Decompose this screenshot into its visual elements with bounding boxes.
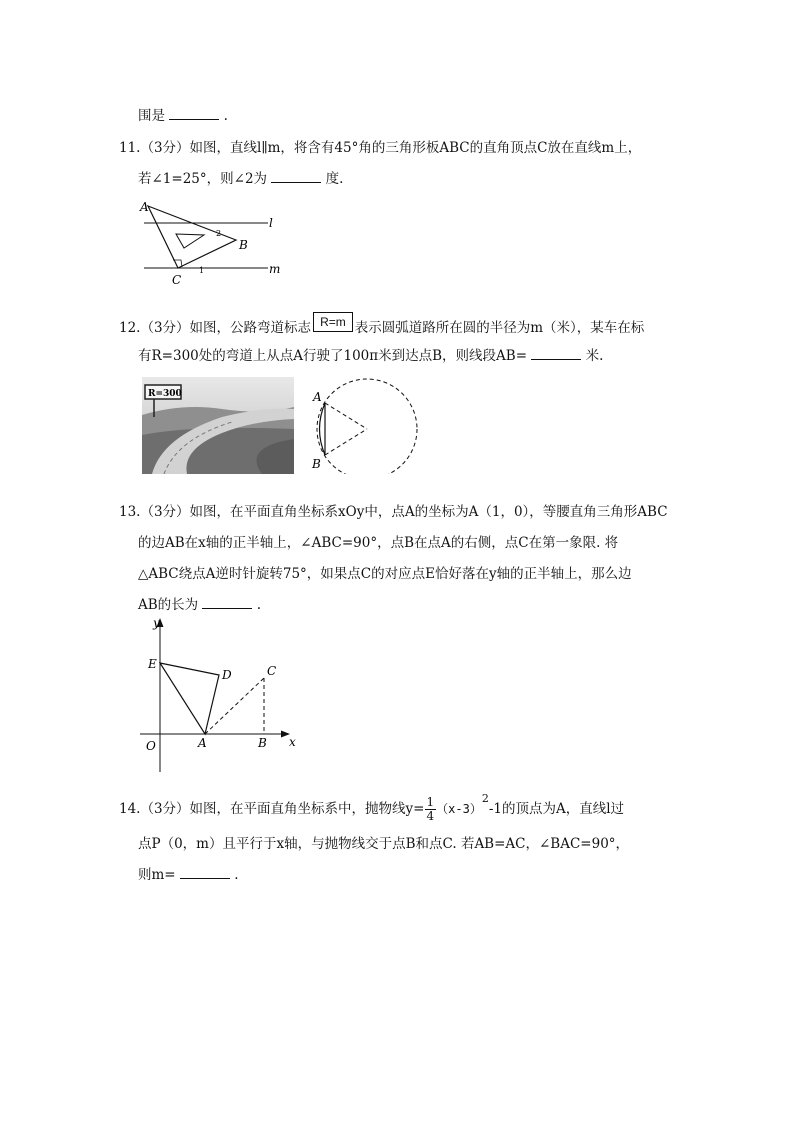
label-e: E xyxy=(148,657,157,671)
q14-line3-prefix: 则m= xyxy=(138,867,176,883)
label-x: x xyxy=(289,735,296,749)
label-b: B xyxy=(258,736,267,750)
triangle-abc xyxy=(148,206,236,268)
q12-line1-suffix: 表示圆弧道路所在圆的半径为m（米），某车在标 xyxy=(354,320,645,336)
q14-line1 xyxy=(119,791,625,823)
fraction-numerator: 1 xyxy=(426,795,435,809)
label-l: l xyxy=(269,216,273,230)
q11-answer-blank xyxy=(271,170,321,183)
label-c: C xyxy=(172,273,182,287)
label-a: A xyxy=(140,200,149,214)
fraction-denominator: 4 xyxy=(426,809,435,823)
q14-answer-blank xyxy=(180,866,230,879)
q11-line2 xyxy=(138,167,343,187)
label-o: O xyxy=(146,739,156,753)
q13-answer-blank xyxy=(202,596,252,609)
continuation-prefix: 围是 xyxy=(138,108,165,124)
q13-line4 xyxy=(138,593,261,613)
angle-2-label: 2 xyxy=(216,229,222,238)
q12-line1-prefix: 12.（3分）如图，公路弯道标志 xyxy=(119,320,312,336)
q11-triangle-figure xyxy=(136,196,286,288)
q11-line2-suffix: 度. xyxy=(325,171,344,187)
q14-line3-suffix: . xyxy=(234,867,239,883)
q13-line1: 13.（3分）如图，在平面直角坐标系xOy中，点A的坐标为A（1，0），等腰直角三角形ABC xyxy=(119,504,668,520)
answer-blank xyxy=(169,107,219,120)
q12-answer-blank xyxy=(531,347,581,360)
label-c: C xyxy=(267,664,277,678)
q13-line2: 的边AB在x轴的正半轴上，∠ABC=90°，点B在点A的右侧，点C在第一象限. 将 xyxy=(138,535,619,551)
label-b: B xyxy=(239,238,248,252)
radius-oa xyxy=(325,403,367,429)
q12-line2-prefix: 有R=300处的弯道上从点A行驶了100π米到达点B，则线段AB= xyxy=(138,348,528,364)
label-d: D xyxy=(222,668,232,682)
inner-triangle xyxy=(176,234,204,248)
label-y: y xyxy=(153,616,160,630)
triangle-aed xyxy=(160,663,219,734)
radius-ob xyxy=(325,429,367,455)
q14-line1-suffix: -1的顶点为A，直线l过 xyxy=(488,801,625,817)
label-b: B xyxy=(312,457,321,471)
road-curve-photo xyxy=(142,377,294,474)
segment-ac xyxy=(205,678,264,734)
photo-sign-text: R=300 xyxy=(148,389,182,399)
dashed-circle xyxy=(317,379,417,474)
q14-line1-prefix: 14.（3分）如图，在平面直角坐标系中，抛物线y= xyxy=(119,801,425,817)
continuation-suffix: . xyxy=(223,108,228,124)
label-a: A xyxy=(198,736,207,750)
q12-line2-suffix: 米. xyxy=(585,348,604,364)
q12-line1 xyxy=(119,316,644,338)
q11-line2-prefix: 若∠1=25°，则∠2为 xyxy=(138,171,268,187)
fraction-one-quarter xyxy=(425,796,437,823)
q14-exponent: 2 xyxy=(481,791,489,805)
angle-1-label: 1 xyxy=(199,266,205,275)
q12-line2 xyxy=(138,344,603,364)
q12-circle-figure xyxy=(308,376,422,474)
road-sign-box: R=m xyxy=(313,312,353,332)
q11-line1: 11.（3分）如图，直线l∥m，将含有45°角的三角形板ABC的直角顶点C放在直线m上， xyxy=(119,140,642,156)
q13-coordinate-figure xyxy=(140,616,310,776)
label-m: m xyxy=(269,262,281,276)
q13-line3: △ABC绕点A逆时针旋转75°，如果点C的对应点E恰好落在y轴的正半轴上，那么边 xyxy=(138,566,632,582)
q14-expression: （x-3） xyxy=(436,802,482,816)
q14-line3 xyxy=(138,863,239,883)
q13-line4-suffix: . xyxy=(256,597,262,613)
q14-line2: 点P（0，m）且平行于x轴，与抛物线交于点B和点C. 若AB=AC，∠BAC=90°， xyxy=(138,836,630,852)
q13-line4-prefix: AB的长为 xyxy=(138,597,199,613)
continuation-line xyxy=(138,104,228,124)
label-a: A xyxy=(313,390,322,404)
